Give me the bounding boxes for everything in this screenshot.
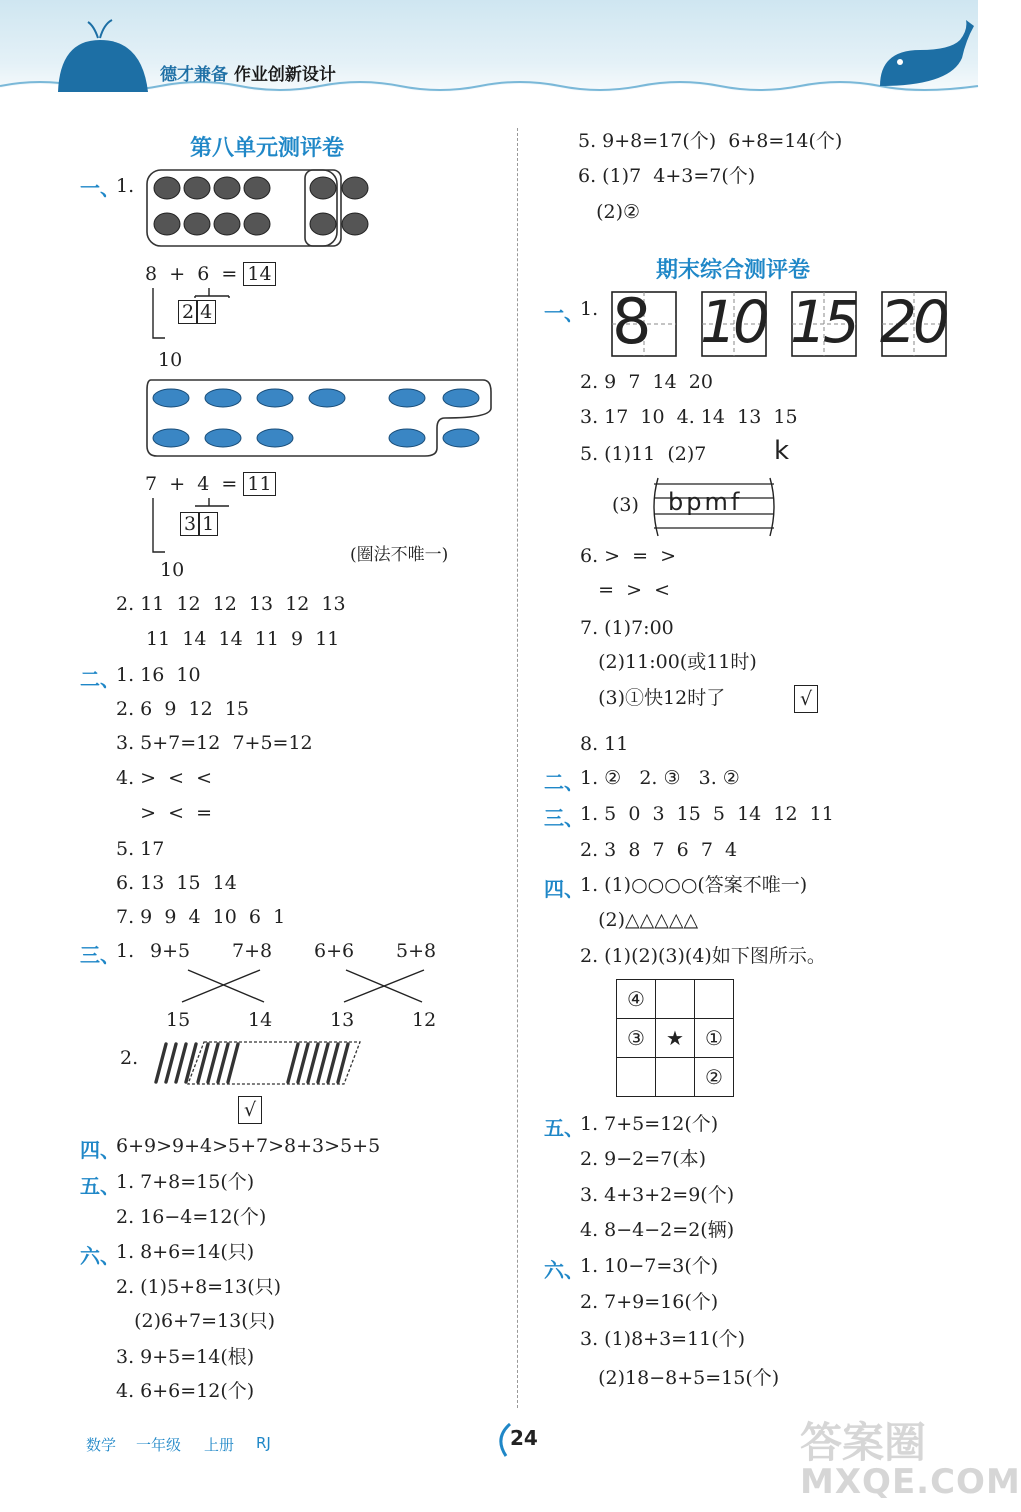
match-expr: 6+6 — [314, 940, 355, 962]
digit-15: 15 — [790, 288, 856, 356]
left-s3-q2: 2. — [120, 1047, 139, 1069]
shell-group-image — [145, 168, 405, 250]
footer-edition: RJ — [256, 1434, 271, 1452]
header-brand: 德才兼备 作业创新设计 — [160, 65, 336, 85]
left-s4-label: 四、 — [80, 1138, 120, 1162]
right-s6-row: 1. 10−7=3(个) — [580, 1255, 719, 1277]
match-result: 13 — [330, 1009, 355, 1031]
right-s1-row: 2. 9 7 14 20 — [580, 371, 713, 393]
eq2-split: 3 1 — [180, 512, 218, 536]
eq2-answer-box: 11 — [243, 472, 275, 496]
left-title: 第八单元测评卷 — [190, 136, 345, 161]
sticks-image — [148, 1038, 363, 1088]
letter-k: k — [774, 436, 790, 466]
grid-cell — [656, 980, 695, 1019]
right-top-row: (2)② — [578, 201, 641, 223]
right-top-row: 5. 9+8=17(个) 6+8=14(个) — [578, 130, 843, 152]
right-s1-q7: (2)11:00(或11时) — [580, 651, 757, 673]
left-s2-row: 2. 6 9 12 15 — [116, 698, 249, 720]
right-s5-row: 3. 4+3+2=9(个) — [580, 1184, 735, 1206]
left-s6-row: 4. 6+6=12(个) — [116, 1380, 255, 1402]
grid-cell: ③ — [617, 1019, 656, 1058]
left-s2-row: 1. 16 10 — [116, 664, 201, 686]
left-s2-label: 二、 — [80, 667, 120, 691]
left-s6-row: 3. 9+5=14(根) — [116, 1346, 255, 1368]
eq1-ten: 10 — [158, 349, 183, 371]
q7-check: √ — [794, 685, 818, 713]
right-s5-row: 1. 7+5=12(个) — [580, 1113, 719, 1135]
right-s3-label: 三、 — [544, 806, 584, 830]
header-decoration — [0, 0, 978, 110]
left-s5-row: 1. 7+8=15(个) — [116, 1171, 255, 1193]
digit-10: 10 — [700, 288, 766, 356]
whale-right-icon — [880, 20, 974, 86]
footer-grade: 一年级 — [136, 1436, 182, 1454]
match-result: 14 — [248, 1009, 273, 1031]
right-s1-q5: 5. (1)11 (2)7 — [580, 443, 707, 465]
watermark-logo: 答案圈 — [800, 1418, 927, 1467]
left-eq2: 7 + 4 = 11 — [145, 472, 276, 496]
right-s1-q6a: 6. > = > — [580, 545, 677, 567]
right-s1-q7: (3)①快12时了 — [580, 687, 726, 709]
right-s5-row: 2. 9−2=7(本) — [580, 1148, 707, 1170]
right-top-row: 6. (1)7 4+3=7(个) — [578, 165, 756, 187]
right-s2-text: 1. ② 2. ③ 3. ② — [580, 767, 740, 789]
right-s5-label: 五、 — [544, 1116, 584, 1140]
left-s1-q2-row2: 11 14 14 11 9 11 — [146, 628, 340, 650]
matching-lines — [170, 966, 450, 1006]
left-s2-row: 6. 13 15 14 — [116, 872, 237, 894]
match-result: 12 — [412, 1009, 437, 1031]
left-s3-q1: 1. — [116, 940, 135, 962]
position-grid — [616, 979, 734, 1097]
grid-cell — [695, 980, 734, 1019]
left-s5-label: 五、 — [80, 1174, 120, 1198]
fish-group-image — [145, 378, 495, 460]
column-divider — [517, 128, 518, 1408]
grid-cell: ② — [695, 1058, 734, 1097]
right-s1-q6b: = > < — [580, 579, 671, 601]
match-result: 15 — [166, 1009, 191, 1031]
left-s6-row: (2)6+7=13(只) — [116, 1310, 276, 1332]
left-s1-note: (圈法不唯一) — [350, 545, 449, 565]
left-s2-row: > < = — [116, 802, 213, 824]
match-expr: 5+8 — [396, 940, 437, 962]
right-s6-row: 3. (1)8+3=11(个) — [580, 1328, 746, 1350]
left-s2-row: 5. 17 — [116, 838, 165, 860]
match-expr: 7+8 — [232, 940, 273, 962]
left-s6-row: 2. (1)5+8=13(只) — [116, 1276, 282, 1298]
right-s1-row: 3. 17 10 4. 14 13 15 — [580, 406, 798, 428]
whale-left-icon — [58, 40, 148, 92]
right-s3-row: 1. 5 0 3 15 5 14 12 11 — [580, 803, 834, 825]
left-s1-q1: 1. — [116, 175, 135, 197]
eq2-ten: 10 — [160, 559, 185, 581]
left-s2-row: 7. 9 9 4 10 6 1 — [116, 906, 286, 928]
digit-20: 20 — [880, 288, 946, 356]
grid-cell — [617, 1058, 656, 1097]
right-s3-row: 2. 3 8 7 6 7 4 — [580, 839, 738, 861]
right-s1-label: 一、 — [544, 301, 584, 325]
left-s2-row: 3. 5+7=12 7+5=12 — [116, 732, 313, 754]
grid-cell: ★ — [656, 1019, 695, 1058]
pinyin-letters: bpmf — [668, 488, 743, 516]
left-s3-label: 三、 — [80, 943, 120, 967]
sticks-check: √ — [238, 1096, 262, 1124]
grid-cell — [656, 1058, 695, 1097]
footer-subject: 数学 — [86, 1436, 117, 1454]
left-s6-row: 1. 8+6=14(只) — [116, 1241, 255, 1263]
right-s6-row: (2)18−8+5=15(个) — [580, 1367, 780, 1389]
right-s4-row: 2. (1)(2)(3)(4)如下图所示。 — [580, 945, 826, 967]
eq1-split: 2 4 — [178, 300, 216, 324]
right-s6-row: 2. 7+9=16(个) — [580, 1291, 719, 1313]
left-eq1: 8 + 6 = 14 — [145, 262, 276, 286]
right-s1-q7: 7. (1)7:00 — [580, 617, 674, 639]
left-s5-row: 2. 16−4=12(个) — [116, 1206, 267, 1228]
right-s5-row: 4. 8−4−2=2(辆) — [580, 1219, 735, 1241]
right-s6-label: 六、 — [544, 1258, 584, 1282]
right-title: 期末综合测评卷 — [656, 258, 811, 283]
left-s1-label: 一、 — [80, 176, 120, 200]
digit-8: 8 — [612, 285, 652, 358]
watermark-url: MXQE.COM — [800, 1462, 1021, 1502]
left-s6-label: 六、 — [80, 1244, 120, 1268]
left-s4-text: 6+9>9+4>5+7>8+3>5+5 — [116, 1135, 381, 1157]
match-expr: 9+5 — [150, 940, 191, 962]
right-s4-row: 1. (1)○○○○(答案不唯一) — [580, 874, 808, 896]
left-s2-row: 4. > < < — [116, 767, 213, 789]
right-s2-label: 二、 — [544, 770, 584, 794]
page-number: 24 — [510, 1426, 538, 1450]
right-s4-label: 四、 — [544, 877, 584, 901]
eq1-answer-box: 14 — [243, 262, 275, 286]
right-s1-q5-3: (3) — [612, 494, 639, 516]
right-s1-q1: 1. — [580, 298, 599, 320]
grid-cell: ④ — [617, 980, 656, 1019]
grid-cell: ① — [695, 1019, 734, 1058]
footer-term: 上册 — [204, 1436, 235, 1454]
left-s1-q2: 2. 11 12 12 13 12 13 — [116, 593, 346, 615]
right-s1-q8: 8. 11 — [580, 733, 629, 755]
right-s4-row: (2)△△△△△ — [580, 909, 699, 931]
